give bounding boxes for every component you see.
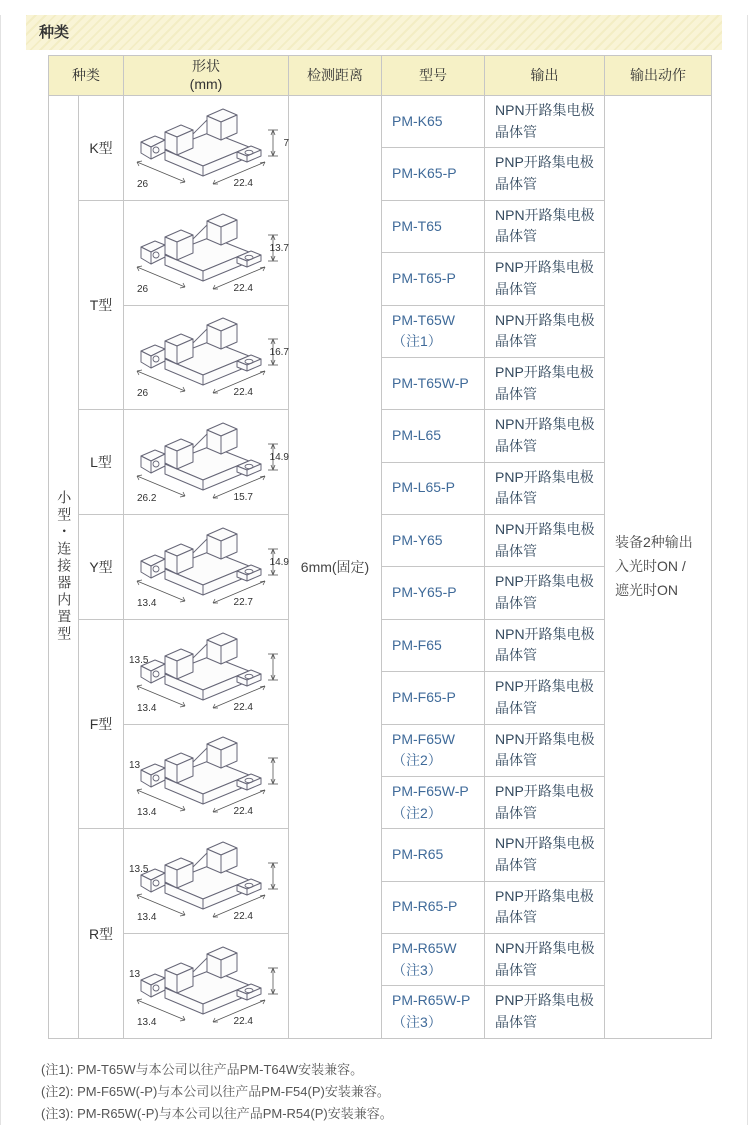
header-output: 输出 — [485, 56, 605, 96]
output-cell: NPN开路集电极晶体管 — [485, 619, 605, 671]
output-cell: NPN开路集电极晶体管 — [485, 410, 605, 462]
output-cell: NPN开路集电极晶体管 — [485, 829, 605, 881]
header-distance: 检测距离 — [289, 56, 382, 96]
dim-label: 14.9 — [269, 556, 289, 568]
shape-cell-r1 — [124, 829, 289, 934]
dim-label: 7 — [283, 137, 289, 149]
model-name: PM-R65 — [392, 846, 444, 863]
action-line: 遮光时ON — [615, 581, 678, 598]
action-line: 入光时ON / — [615, 557, 686, 574]
model-cell — [382, 567, 485, 619]
output-cell: PNP开路集电极晶体管 — [485, 462, 605, 514]
shape-cell-r2 — [124, 934, 289, 1039]
model-name: PM-L65 — [392, 427, 442, 444]
header-type: 种类 — [49, 56, 124, 96]
footnote-3: (注3): PM-R65W(-P)与本公司以往产品PM-R54(P)安装兼容。 — [41, 1105, 393, 1121]
dim-label: 26 — [137, 388, 149, 400]
shape-cell-k — [124, 96, 289, 201]
table-row — [49, 96, 712, 148]
dim-label: 13 — [129, 759, 141, 771]
output-cell: PNP开路集电极晶体管 — [485, 253, 605, 305]
sensor-isometric-sketch — [127, 211, 285, 295]
sensor-isometric-sketch — [127, 525, 285, 609]
section-title: 种类 — [39, 24, 70, 41]
model-cell — [382, 829, 485, 881]
dim-label: 13.5 — [129, 864, 149, 876]
output-cell: NPN开路集电极晶体管 — [485, 200, 605, 252]
model-name: PM-T65W-P — [392, 374, 469, 391]
model-name: PM-L65-P — [392, 479, 456, 496]
model-cell — [382, 724, 485, 776]
model-name: PM-K65-P — [392, 165, 457, 182]
dim-label: 13.4 — [137, 807, 157, 819]
section-title-bar — [26, 15, 722, 50]
sensor-drawing-l — [127, 420, 289, 505]
product-spec-table — [48, 55, 712, 1039]
sensor-isometric-sketch — [127, 630, 285, 714]
sensor-isometric-sketch — [127, 106, 285, 190]
dim-label: 13.5 — [129, 654, 149, 666]
dim-label: 16.7 — [269, 347, 289, 359]
dim-label: 14.9 — [269, 452, 289, 464]
model-name: PM-K65 — [392, 112, 443, 129]
sensor-isometric-sketch — [127, 734, 285, 818]
footnote-1: (注1): PM-T65W与本公司以往产品PM-T64W安装兼容。 — [41, 1061, 364, 1077]
dim-label: 22.4 — [233, 282, 253, 294]
sensor-drawing-f2 — [127, 734, 285, 818]
model-name: PM-R65W — [392, 940, 457, 956]
sensor-drawing-y — [127, 525, 289, 609]
sensor-drawing-f1 — [127, 630, 285, 714]
group-label: 小型・连接器内置型 — [56, 490, 73, 644]
output-cell: PNP开路集电极晶体管 — [485, 357, 605, 409]
model-cell — [382, 619, 485, 671]
sensor-isometric-sketch — [127, 839, 285, 923]
output-cell: PNP开路集电极晶体管 — [485, 986, 605, 1038]
model-cell — [382, 672, 485, 724]
output-cell: PNP开路集电极晶体管 — [485, 672, 605, 724]
dim-label: 26.2 — [137, 493, 157, 505]
header-action: 输出动作 — [605, 56, 712, 96]
type-label-f: F型 — [79, 619, 124, 829]
model-name: PM-F65W-P — [392, 782, 469, 799]
model-cell — [382, 357, 485, 409]
type-label-k: K型 — [79, 96, 124, 201]
dim-label: 26 — [137, 283, 149, 295]
sensor-isometric-sketch — [127, 420, 285, 504]
model-name: PM-R65-P — [392, 898, 458, 915]
model-name: PM-R65W-P — [392, 992, 471, 1009]
shape-cell-f2 — [124, 724, 289, 829]
shape-cell-t2 — [124, 305, 289, 410]
type-label-t: T型 — [79, 200, 124, 410]
dim-label: 22.4 — [233, 387, 253, 399]
model-name: PM-T65W — [392, 311, 455, 328]
model-note: （注3） — [392, 961, 442, 978]
dim-label: 13 — [129, 969, 141, 981]
output-cell: PNP开路集电极晶体管 — [485, 148, 605, 200]
dim-label: 22.4 — [233, 701, 253, 713]
output-cell: PNP开路集电极晶体管 — [485, 776, 605, 828]
group-cell — [49, 96, 79, 1039]
action-cell — [605, 96, 712, 1039]
model-name: PM-T65-P — [392, 269, 456, 286]
dim-label: 26 — [137, 178, 149, 190]
output-cell: PNP开路集电极晶体管 — [485, 567, 605, 619]
model-cell — [382, 253, 485, 305]
output-cell: NPN开路集电极晶体管 — [485, 934, 605, 986]
header-shape: 形状 (mm) — [124, 56, 289, 96]
header-model: 型号 — [382, 56, 485, 96]
dim-label: 22.4 — [233, 911, 253, 923]
sensor-drawing-t1 — [127, 211, 289, 295]
model-name: PM-Y65-P — [392, 584, 457, 601]
type-label-l: L型 — [79, 410, 124, 515]
shape-cell-y — [124, 515, 289, 620]
footnote-2: (注2): PM-F65W(-P)与本公司以往产品PM-F54(P)安装兼容。 — [41, 1083, 390, 1099]
output-cell: NPN开路集电极晶体管 — [485, 724, 605, 776]
sensor-drawing-r2 — [127, 944, 285, 1028]
dim-label: 15.7 — [233, 492, 253, 504]
table-header-row — [49, 56, 712, 96]
model-note: （注1） — [392, 333, 442, 350]
model-cell — [382, 462, 485, 514]
dim-label: 13.4 — [137, 912, 157, 924]
model-cell — [382, 776, 485, 828]
sensor-drawing-r1 — [127, 839, 285, 923]
model-note: （注2） — [392, 804, 442, 821]
footnotes — [41, 1059, 747, 1125]
shape-cell-l — [124, 410, 289, 515]
model-cell — [382, 305, 485, 357]
model-cell — [382, 881, 485, 933]
dim-label: 22.4 — [233, 806, 253, 818]
model-name: PM-F65 — [392, 636, 442, 653]
action-line: 装备2种输出 — [615, 534, 693, 551]
model-cell — [382, 410, 485, 462]
sensor-drawing-t2 — [127, 315, 289, 400]
model-cell — [382, 986, 485, 1038]
model-name: PM-T65 — [392, 217, 442, 234]
type-label-y: Y型 — [79, 515, 124, 620]
dim-label: 13.7 — [269, 242, 289, 254]
dim-label: 22.7 — [233, 596, 253, 608]
dim-label: 22.4 — [233, 1015, 253, 1027]
output-cell: NPN开路集电极晶体管 — [485, 305, 605, 357]
shape-cell-t1 — [124, 200, 289, 305]
model-cell — [382, 96, 485, 148]
sensor-drawing-k — [127, 106, 289, 190]
model-note: （注2） — [392, 752, 442, 769]
output-cell: PNP开路集电极晶体管 — [485, 881, 605, 933]
type-label-r: R型 — [79, 829, 124, 1039]
sensor-isometric-sketch — [127, 944, 285, 1028]
output-cell: NPN开路集电极晶体管 — [485, 96, 605, 148]
model-name: PM-F65-P — [392, 688, 456, 705]
model-cell — [382, 934, 485, 986]
model-name: PM-Y65 — [392, 531, 443, 548]
output-cell: NPN开路集电极晶体管 — [485, 515, 605, 567]
model-cell — [382, 200, 485, 252]
dim-label: 13.4 — [137, 597, 157, 609]
shape-cell-f1 — [124, 619, 289, 724]
dim-label: 13.4 — [137, 702, 157, 714]
dim-label: 13.4 — [137, 1016, 157, 1028]
distance-cell: 6mm(固定) — [289, 96, 382, 1039]
dim-label: 22.4 — [233, 177, 253, 189]
model-cell — [382, 148, 485, 200]
model-cell — [382, 515, 485, 567]
sensor-isometric-sketch — [127, 315, 285, 399]
model-name: PM-F65W — [392, 730, 455, 747]
model-note: （注3） — [392, 1014, 442, 1031]
